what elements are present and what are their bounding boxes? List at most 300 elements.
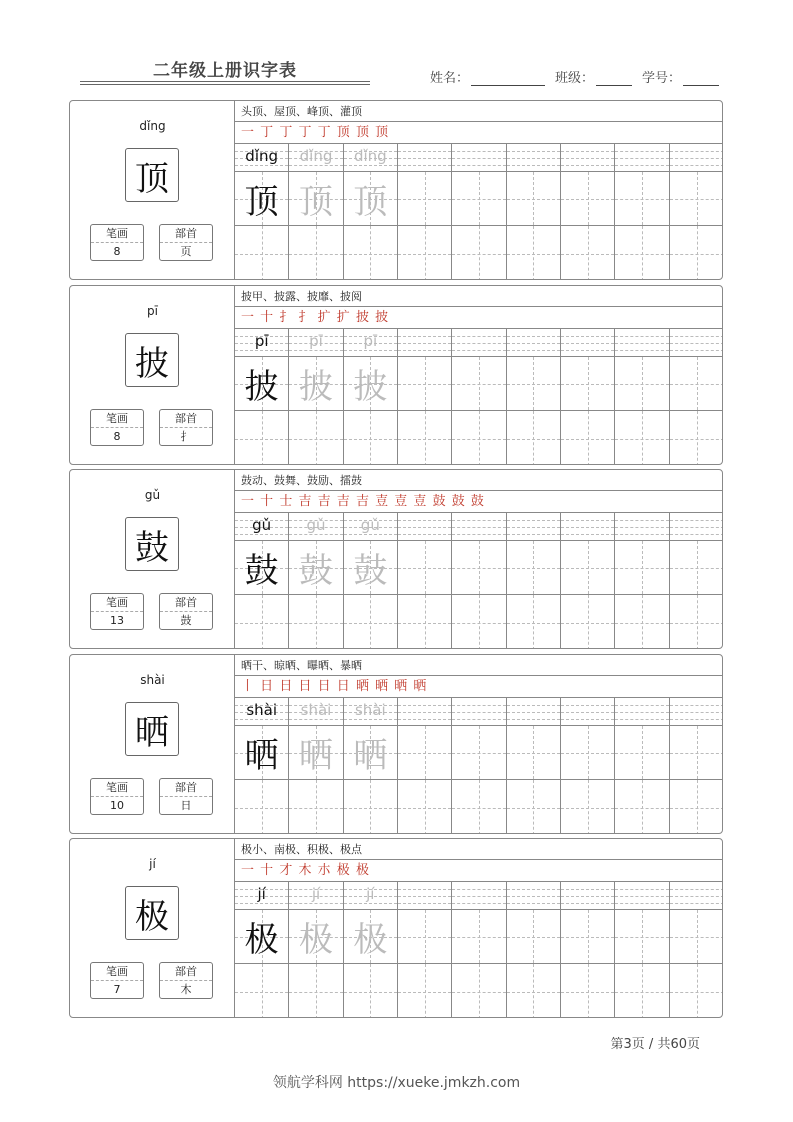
practice-column <box>344 144 398 280</box>
pinyin-writing-cell[interactable] <box>615 882 668 910</box>
pinyin-writing-cell[interactable] <box>344 144 397 172</box>
pinyin-trace: jí <box>366 885 375 903</box>
pinyin-trace: dǐng <box>353 147 387 165</box>
character-writing-cell[interactable] <box>235 964 288 1018</box>
character-writing-cell[interactable] <box>561 357 614 411</box>
pinyin-writing-cell[interactable] <box>289 882 342 910</box>
pinyin-trace: shài <box>354 701 386 719</box>
stroke-order <box>235 860 723 882</box>
character-trace: 顶 <box>353 182 388 222</box>
practice-column <box>670 513 723 649</box>
pinyin-model: jí <box>257 885 266 903</box>
pinyin-writing-cell[interactable] <box>452 513 505 541</box>
class-field[interactable] <box>555 67 632 86</box>
character-writing-cell[interactable] <box>344 541 397 595</box>
character-writing-cell[interactable] <box>561 226 614 280</box>
character-writing-cell[interactable] <box>235 357 288 411</box>
character-pinyin: dǐng <box>139 119 166 133</box>
practice-column <box>235 329 289 465</box>
stroke-step: 吉 <box>336 494 351 509</box>
practice-grid <box>235 698 723 834</box>
practice-column <box>561 144 615 280</box>
character-writing-cell[interactable] <box>615 910 668 964</box>
practice-column <box>507 144 561 280</box>
pinyin-writing-cell[interactable] <box>507 698 560 726</box>
character-writing-cell[interactable] <box>507 595 560 649</box>
character-writing-cell[interactable] <box>507 411 560 465</box>
character-writing-cell[interactable] <box>398 595 451 649</box>
character-writing-cell[interactable] <box>235 226 288 280</box>
pinyin-writing-cell[interactable] <box>507 513 560 541</box>
practice-grid <box>235 329 723 465</box>
character-writing-cell[interactable] <box>670 411 723 465</box>
pinyin-writing-cell[interactable] <box>235 144 288 172</box>
character-writing-cell[interactable] <box>235 780 288 834</box>
practice-column <box>289 329 343 465</box>
stroke-step: 朩 <box>317 863 332 878</box>
character-writing-cell[interactable] <box>289 595 342 649</box>
radical-label: 部首 <box>160 963 212 981</box>
practice-column <box>561 698 615 834</box>
stroke-count-box <box>90 962 144 999</box>
character-writing-cell[interactable] <box>235 172 288 226</box>
character-writing-cell[interactable] <box>235 726 288 780</box>
stroke-step: 极 <box>336 863 351 878</box>
practice-column <box>289 698 343 834</box>
name-blank[interactable] <box>471 72 545 86</box>
radical-box <box>159 778 213 815</box>
pinyin-writing-cell[interactable] <box>289 513 342 541</box>
pinyin-writing-cell[interactable] <box>235 513 288 541</box>
practice-column <box>507 329 561 465</box>
character-writing-cell[interactable] <box>615 357 668 411</box>
word-examples: 鼓动、鼓舞、鼓励、擂鼓 <box>235 470 723 491</box>
character-writing-cell[interactable] <box>452 357 505 411</box>
character-writing-cell[interactable] <box>452 780 505 834</box>
character-writing-cell[interactable] <box>398 910 451 964</box>
character-writing-cell[interactable] <box>615 541 668 595</box>
practice-column <box>670 698 723 834</box>
character-pinyin: gǔ <box>144 488 161 502</box>
stroke-count-box <box>90 224 144 261</box>
pinyin-writing-cell[interactable] <box>615 513 668 541</box>
pinyin-writing-cell[interactable] <box>615 144 668 172</box>
stroke-step: 晒 <box>355 679 370 694</box>
word-examples: 头顶、屋顶、峰顶、灌顶 <box>235 101 723 122</box>
pinyin-writing-cell[interactable] <box>344 329 397 357</box>
stroke-step: 鼓 <box>470 494 485 509</box>
character-trace: 极 <box>298 920 333 960</box>
pinyin-trace: dǐng <box>299 147 333 165</box>
character-writing-cell[interactable] <box>289 226 342 280</box>
student-number-blank[interactable] <box>683 72 719 86</box>
character-writing-cell[interactable] <box>289 964 342 1018</box>
character-writing-cell[interactable] <box>561 595 614 649</box>
character-writing-cell[interactable] <box>615 726 668 780</box>
character-card <box>69 100 723 280</box>
character-writing-cell[interactable] <box>452 411 505 465</box>
page-header <box>0 0 793 100</box>
stroke-step: 晒 <box>394 679 409 694</box>
stroke-step: 木 <box>298 863 313 878</box>
character-writing-cell[interactable] <box>398 357 451 411</box>
character-trace: 晒 <box>298 736 333 776</box>
pinyin-trace: shài <box>300 701 332 719</box>
stroke-step: 扌 <box>298 310 313 325</box>
name-field[interactable] <box>430 67 545 86</box>
pinyin-writing-cell[interactable] <box>235 698 288 726</box>
character-info-panel <box>70 286 235 464</box>
student-number-field[interactable] <box>642 67 719 86</box>
character-card <box>69 469 723 649</box>
pinyin-writing-cell[interactable] <box>670 513 723 541</box>
practice-column <box>235 698 289 834</box>
stroke-order <box>235 676 723 698</box>
pinyin-writing-cell[interactable] <box>561 882 614 910</box>
character-info-panel <box>70 101 235 279</box>
stroke-step: 披 <box>375 310 390 325</box>
character-info-panel <box>70 839 235 1017</box>
pinyin-writing-cell[interactable] <box>561 144 614 172</box>
practice-panel <box>235 839 723 1017</box>
practice-panel <box>235 101 723 279</box>
pinyin-writing-cell[interactable] <box>670 144 723 172</box>
character-writing-cell[interactable] <box>235 411 288 465</box>
title-underline-second <box>80 84 370 85</box>
stroke-step: 扩 <box>317 310 332 325</box>
character-display: 顶 <box>125 148 179 202</box>
stroke-step: 顶 <box>355 125 370 140</box>
pinyin-writing-cell[interactable] <box>452 329 505 357</box>
pinyin-writing-cell[interactable] <box>561 329 614 357</box>
class-label: 班级： <box>555 71 595 86</box>
stroke-step: 扌 <box>279 310 294 325</box>
character-info-panel <box>70 470 235 648</box>
pinyin-writing-cell[interactable] <box>344 513 397 541</box>
character-trace: 披 <box>353 367 388 407</box>
pinyin-writing-cell[interactable] <box>344 698 397 726</box>
radical-label: 部首 <box>160 410 212 428</box>
stroke-step: 极 <box>355 863 370 878</box>
practice-column <box>452 698 506 834</box>
character-model: 晒 <box>244 736 279 776</box>
stroke-order <box>235 122 723 144</box>
stroke-step: 丁 <box>260 125 275 140</box>
character-writing-cell[interactable] <box>561 541 614 595</box>
class-blank[interactable] <box>596 72 632 86</box>
stroke-step: 吉 <box>317 494 332 509</box>
practice-column <box>235 513 289 649</box>
page-title: 二年级上册识字表 <box>153 61 297 81</box>
character-writing-cell[interactable] <box>670 172 723 226</box>
practice-column <box>344 513 398 649</box>
character-writing-cell[interactable] <box>615 780 668 834</box>
character-writing-cell[interactable] <box>398 780 451 834</box>
pinyin-writing-cell[interactable] <box>561 698 614 726</box>
character-writing-cell[interactable] <box>289 780 342 834</box>
practice-panel <box>235 470 723 648</box>
pinyin-model: gǔ <box>252 516 272 534</box>
character-writing-cell[interactable] <box>344 910 397 964</box>
pinyin-writing-cell[interactable] <box>615 329 668 357</box>
practice-column <box>670 144 723 280</box>
page-number: 第3页 / 共60页 <box>610 1037 700 1052</box>
character-writing-cell[interactable] <box>507 964 560 1018</box>
character-writing-cell[interactable] <box>670 726 723 780</box>
stroke-count-label: 笔画 <box>91 225 143 243</box>
pinyin-writing-cell[interactable] <box>398 329 451 357</box>
stroke-step: 壴 <box>394 494 409 509</box>
pinyin-writing-cell[interactable] <box>615 698 668 726</box>
character-writing-cell[interactable] <box>344 357 397 411</box>
stroke-count-label: 笔画 <box>91 779 143 797</box>
character-writing-cell[interactable] <box>452 910 505 964</box>
pinyin-writing-cell[interactable] <box>235 329 288 357</box>
character-writing-cell[interactable] <box>452 226 505 280</box>
character-writing-cell[interactable] <box>507 226 560 280</box>
stroke-step: 晒 <box>375 679 390 694</box>
character-trace: 顶 <box>298 182 333 222</box>
pinyin-model: pī <box>254 332 269 350</box>
character-writing-cell[interactable] <box>561 411 614 465</box>
pinyin-trace: gǔ <box>360 516 380 534</box>
practice-column <box>452 882 506 1018</box>
character-writing-cell[interactable] <box>670 541 723 595</box>
stroke-count-label: 笔画 <box>91 963 143 981</box>
stroke-step: 壴 <box>413 494 428 509</box>
stroke-count-box <box>90 778 144 815</box>
stroke-step: 十 <box>260 310 275 325</box>
practice-column <box>344 329 398 465</box>
stroke-count-value: 8 <box>113 245 121 258</box>
practice-column <box>398 698 452 834</box>
stroke-order <box>235 491 723 513</box>
pinyin-writing-cell[interactable] <box>289 698 342 726</box>
character-writing-cell[interactable] <box>398 726 451 780</box>
stroke-step: 壴 <box>375 494 390 509</box>
stroke-step: 一 <box>241 125 256 140</box>
character-model: 极 <box>244 920 279 960</box>
character-writing-cell[interactable] <box>670 910 723 964</box>
character-writing-cell[interactable] <box>344 780 397 834</box>
character-writing-cell[interactable] <box>615 595 668 649</box>
character-writing-cell[interactable] <box>398 226 451 280</box>
character-display: 晒 <box>125 702 179 756</box>
pinyin-writing-cell[interactable] <box>235 882 288 910</box>
pinyin-writing-cell[interactable] <box>670 698 723 726</box>
pinyin-writing-cell[interactable] <box>561 513 614 541</box>
radical-value: 木 <box>180 983 192 996</box>
character-writing-cell[interactable] <box>398 411 451 465</box>
practice-grid <box>235 513 723 649</box>
pinyin-trace: pī <box>363 332 378 350</box>
stroke-step: 日 <box>279 679 294 694</box>
practice-column <box>507 513 561 649</box>
stroke-step: 十 <box>260 863 275 878</box>
character-model: 鼓 <box>244 551 279 591</box>
character-writing-cell[interactable] <box>344 595 397 649</box>
character-writing-cell[interactable] <box>344 964 397 1018</box>
character-writing-cell[interactable] <box>289 411 342 465</box>
character-writing-cell[interactable] <box>235 541 288 595</box>
stroke-step: 吉 <box>298 494 313 509</box>
word-examples: 披甲、披露、披靡、披阅 <box>235 286 723 307</box>
pinyin-trace: gǔ <box>306 516 326 534</box>
character-writing-cell[interactable] <box>507 910 560 964</box>
stroke-step: 顶 <box>375 125 390 140</box>
character-writing-cell[interactable] <box>561 910 614 964</box>
stroke-step: 鼓 <box>451 494 466 509</box>
pinyin-writing-cell[interactable] <box>507 329 560 357</box>
character-writing-cell[interactable] <box>452 595 505 649</box>
stroke-step: 日 <box>336 679 351 694</box>
practice-column <box>561 882 615 1018</box>
stroke-step: 丁 <box>317 125 332 140</box>
character-card <box>69 285 723 465</box>
character-writing-cell[interactable] <box>344 726 397 780</box>
character-writing-cell[interactable] <box>452 172 505 226</box>
character-writing-cell[interactable] <box>235 595 288 649</box>
radical-label: 部首 <box>160 779 212 797</box>
character-writing-cell[interactable] <box>561 172 614 226</box>
character-writing-cell[interactable] <box>289 910 342 964</box>
character-pinyin: jí <box>149 857 156 871</box>
character-writing-cell[interactable] <box>344 226 397 280</box>
stroke-step: 顶 <box>336 125 351 140</box>
practice-column <box>615 882 669 1018</box>
character-display: 鼓 <box>125 517 179 571</box>
footer-watermark: 领航学科网 https://xueke.jmkzh.com <box>272 1075 521 1091</box>
character-trace: 鼓 <box>353 551 388 591</box>
practice-column <box>452 329 506 465</box>
character-writing-cell[interactable] <box>289 357 342 411</box>
pinyin-writing-cell[interactable] <box>452 882 505 910</box>
practice-column <box>507 882 561 1018</box>
practice-column <box>398 882 452 1018</box>
character-writing-cell[interactable] <box>452 726 505 780</box>
practice-column <box>235 882 289 1018</box>
character-writing-cell[interactable] <box>289 541 342 595</box>
character-writing-cell[interactable] <box>507 357 560 411</box>
stroke-step: 披 <box>355 310 370 325</box>
pinyin-writing-cell[interactable] <box>289 144 342 172</box>
character-writing-cell[interactable] <box>670 226 723 280</box>
radical-value: 日 <box>180 799 192 812</box>
character-writing-cell[interactable] <box>235 910 288 964</box>
pinyin-trace: pī <box>309 332 323 350</box>
practice-column <box>344 882 398 1018</box>
character-writing-cell[interactable] <box>398 964 451 1018</box>
radical-box <box>159 409 213 446</box>
stroke-step: 晒 <box>413 679 428 694</box>
character-writing-cell[interactable] <box>561 726 614 780</box>
character-writing-cell[interactable] <box>615 411 668 465</box>
character-pinyin: shài <box>140 673 165 687</box>
character-display: 极 <box>125 886 179 940</box>
pinyin-writing-cell[interactable] <box>398 882 451 910</box>
character-card <box>69 838 723 1018</box>
practice-column <box>235 144 289 280</box>
stroke-step: 丁 <box>298 125 313 140</box>
practice-column <box>561 513 615 649</box>
character-writing-cell[interactable] <box>452 541 505 595</box>
stroke-step: 鼓 <box>432 494 447 509</box>
pinyin-writing-cell[interactable] <box>452 698 505 726</box>
character-model: 披 <box>244 367 279 407</box>
character-writing-cell[interactable] <box>615 964 668 1018</box>
stroke-step: 丁 <box>279 125 294 140</box>
character-writing-cell[interactable] <box>670 595 723 649</box>
stroke-step: 一 <box>241 494 256 509</box>
practice-panel <box>235 286 723 464</box>
character-writing-cell[interactable] <box>507 780 560 834</box>
stroke-count-label: 笔画 <box>91 410 143 428</box>
stroke-count-label: 笔画 <box>91 594 143 612</box>
character-writing-cell[interactable] <box>289 172 342 226</box>
pinyin-model: dǐng <box>245 147 279 165</box>
character-writing-cell[interactable] <box>507 172 560 226</box>
character-writing-cell[interactable] <box>398 172 451 226</box>
pinyin-writing-cell[interactable] <box>670 329 723 357</box>
pinyin-writing-cell[interactable] <box>452 144 505 172</box>
stroke-count-value: 7 <box>113 983 121 996</box>
character-writing-cell[interactable] <box>344 411 397 465</box>
stroke-step: 士 <box>279 494 294 509</box>
practice-column <box>615 513 669 649</box>
character-writing-cell[interactable] <box>670 780 723 834</box>
stroke-step: 丨 <box>241 679 256 694</box>
practice-column <box>398 329 452 465</box>
character-info-panel <box>70 655 235 833</box>
pinyin-writing-cell[interactable] <box>398 144 451 172</box>
stroke-step: 扩 <box>336 310 351 325</box>
pinyin-writing-cell[interactable] <box>289 329 342 357</box>
practice-column <box>452 144 506 280</box>
radical-label: 部首 <box>160 594 212 612</box>
character-trace: 极 <box>353 920 388 960</box>
stroke-count-box <box>90 593 144 630</box>
pinyin-writing-cell[interactable] <box>398 698 451 726</box>
character-writing-cell[interactable] <box>615 172 668 226</box>
character-trace: 晒 <box>353 736 388 776</box>
pinyin-writing-cell[interactable] <box>507 882 560 910</box>
stroke-step: 一 <box>241 863 256 878</box>
character-writing-cell[interactable] <box>561 964 614 1018</box>
pinyin-writing-cell[interactable] <box>670 882 723 910</box>
character-writing-cell[interactable] <box>561 780 614 834</box>
stroke-step: 一 <box>241 310 256 325</box>
character-writing-cell[interactable] <box>507 726 560 780</box>
stroke-step: 才 <box>279 863 294 878</box>
character-writing-cell[interactable] <box>398 541 451 595</box>
character-writing-cell[interactable] <box>344 172 397 226</box>
pinyin-writing-cell[interactable] <box>398 513 451 541</box>
character-writing-cell[interactable] <box>670 357 723 411</box>
pinyin-writing-cell[interactable] <box>507 144 560 172</box>
character-writing-cell[interactable] <box>670 964 723 1018</box>
radical-box <box>159 962 213 999</box>
character-writing-cell[interactable] <box>289 726 342 780</box>
practice-column <box>398 513 452 649</box>
radical-label: 部首 <box>160 225 212 243</box>
pinyin-model: shài <box>246 701 277 719</box>
pinyin-writing-cell[interactable] <box>344 882 397 910</box>
character-writing-cell[interactable] <box>507 541 560 595</box>
character-writing-cell[interactable] <box>452 964 505 1018</box>
stroke-step: 日 <box>260 679 275 694</box>
character-writing-cell[interactable] <box>615 226 668 280</box>
radical-value: 页 <box>180 245 192 258</box>
